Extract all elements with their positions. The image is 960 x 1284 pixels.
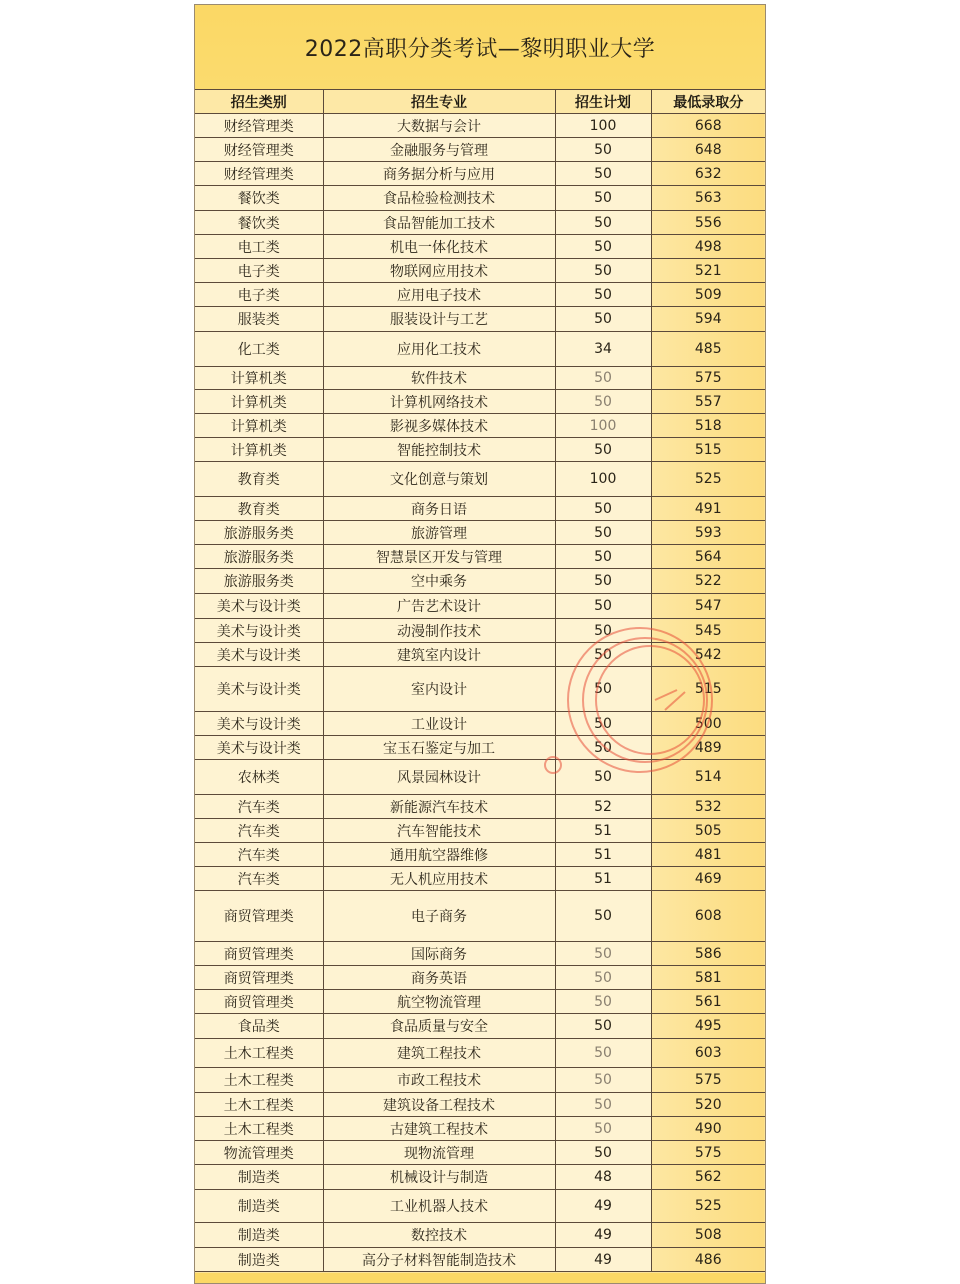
category-cell: 汽车类 [195,843,323,867]
plan-cell: 49 [555,1190,651,1223]
category-cell: 电子类 [195,283,323,307]
major-cell: 金融服务与管理 [323,138,555,162]
min-score-cell: 557 [651,390,765,414]
category-cell: 服装类 [195,307,323,332]
min-score-cell: 518 [651,414,765,438]
plan-cell: 100 [555,114,651,138]
table-row [195,1223,765,1248]
table-row [195,966,765,990]
major-cell: 电子商务 [323,891,555,942]
min-score-cell: 514 [651,760,765,795]
category-cell: 土木工程类 [195,1039,323,1068]
table-row [195,619,765,643]
header-major: 招生专业 [323,90,555,114]
category-cell: 食品类 [195,1014,323,1039]
major-cell: 食品智能加工技术 [323,211,555,235]
category-cell: 财经管理类 [195,114,323,138]
table-row [195,114,765,138]
major-cell: 建筑室内设计 [323,643,555,667]
table-row [195,819,765,843]
plan-cell: 51 [555,843,651,867]
table-row [195,438,765,462]
min-score-cell: 498 [651,235,765,259]
major-cell: 通用航空器维修 [323,843,555,867]
category-cell: 旅游服务类 [195,545,323,569]
min-score-cell: 495 [651,1014,765,1039]
min-score-cell: 603 [651,1039,765,1068]
header-min-score: 最低录取分 [651,90,765,114]
category-cell: 土木工程类 [195,1117,323,1141]
table-row [195,1014,765,1039]
plan-cell: 50 [555,569,651,594]
table-row [195,1093,765,1117]
major-cell: 机械设计与制造 [323,1165,555,1190]
page-title: 2022高职分类考试—黎明职业大学 [195,5,765,90]
plan-cell: 50 [555,1068,651,1093]
major-cell: 建筑设备工程技术 [323,1093,555,1117]
major-cell: 市政工程技术 [323,1068,555,1093]
major-cell: 风景园林设计 [323,760,555,795]
table-row [195,1190,765,1223]
major-cell: 高分子材料智能制造技术 [323,1248,555,1272]
header-category: 招生类别 [195,90,323,114]
min-score-cell: 485 [651,332,765,367]
category-cell: 计算机类 [195,414,323,438]
min-score-cell: 593 [651,521,765,545]
table-row [195,942,765,966]
min-score-cell: 561 [651,990,765,1014]
major-cell: 广告艺术设计 [323,594,555,619]
category-cell: 旅游服务类 [195,569,323,594]
category-cell: 计算机类 [195,367,323,390]
min-score-cell: 581 [651,966,765,990]
table-row [195,211,765,235]
category-cell: 计算机类 [195,390,323,414]
min-score-cell: 563 [651,186,765,211]
table-row [195,1165,765,1190]
table-row [195,138,765,162]
min-score-cell: 522 [651,569,765,594]
category-cell: 制造类 [195,1223,323,1248]
major-cell: 国际商务 [323,942,555,966]
plan-cell: 50 [555,138,651,162]
plan-cell: 50 [555,1014,651,1039]
bottom-band [195,1273,765,1283]
table-row [195,283,765,307]
plan-cell: 51 [555,819,651,843]
plan-cell: 50 [555,307,651,332]
category-cell: 汽车类 [195,819,323,843]
table-row [195,1248,765,1272]
plan-cell: 50 [555,1141,651,1165]
table-row [195,162,765,186]
major-cell: 商务英语 [323,966,555,990]
category-cell: 化工类 [195,332,323,367]
min-score-cell: 491 [651,497,765,521]
plan-cell: 49 [555,1248,651,1272]
plan-cell: 50 [555,891,651,942]
major-cell: 文化创意与策划 [323,462,555,497]
plan-cell: 50 [555,259,651,283]
min-score-cell: 521 [651,259,765,283]
category-cell: 制造类 [195,1248,323,1272]
category-cell: 美术与设计类 [195,667,323,712]
category-cell: 电工类 [195,235,323,259]
table-row [195,307,765,332]
category-cell: 土木工程类 [195,1068,323,1093]
plan-cell: 50 [555,497,651,521]
plan-cell: 50 [555,990,651,1014]
category-cell: 土木工程类 [195,1093,323,1117]
category-cell: 财经管理类 [195,162,323,186]
major-cell: 数控技术 [323,1223,555,1248]
plan-cell: 50 [555,966,651,990]
category-cell: 汽车类 [195,795,323,819]
plan-cell: 52 [555,795,651,819]
min-score-cell: 632 [651,162,765,186]
major-cell: 汽车智能技术 [323,819,555,843]
plan-cell: 50 [555,643,651,667]
plan-cell: 50 [555,760,651,795]
plan-cell: 100 [555,462,651,497]
min-score-cell: 668 [651,114,765,138]
min-score-cell: 594 [651,307,765,332]
plan-cell: 50 [555,438,651,462]
table-row [195,259,765,283]
table-row [195,462,765,497]
table-row [195,414,765,438]
plan-cell: 50 [555,235,651,259]
category-cell: 旅游服务类 [195,521,323,545]
plan-cell: 50 [555,521,651,545]
min-score-cell: 490 [651,1117,765,1141]
table-row [195,1141,765,1165]
table-row [195,186,765,211]
category-cell: 商贸管理类 [195,891,323,942]
category-cell: 制造类 [195,1165,323,1190]
table-row [195,667,765,712]
min-score-cell: 608 [651,891,765,942]
plan-cell: 50 [555,594,651,619]
plan-cell: 50 [555,1093,651,1117]
table-row [195,712,765,736]
plan-cell: 50 [555,667,651,712]
major-cell: 机电一体化技术 [323,235,555,259]
major-cell: 建筑工程技术 [323,1039,555,1068]
category-cell: 制造类 [195,1190,323,1223]
category-cell: 餐饮类 [195,186,323,211]
plan-cell: 50 [555,1039,651,1068]
major-cell: 空中乘务 [323,569,555,594]
plan-cell: 49 [555,1223,651,1248]
plan-cell: 50 [555,712,651,736]
table-row [195,1117,765,1141]
min-score-cell: 525 [651,1190,765,1223]
plan-cell: 50 [555,162,651,186]
major-cell: 无人机应用技术 [323,867,555,891]
category-cell: 财经管理类 [195,138,323,162]
min-score-cell: 525 [651,462,765,497]
plan-cell: 50 [555,1117,651,1141]
table-row [195,390,765,414]
table-row [195,497,765,521]
admission-score-sheet [194,4,766,1284]
plan-cell: 50 [555,942,651,966]
category-cell: 计算机类 [195,438,323,462]
min-score-cell: 515 [651,667,765,712]
table-header-row [195,90,765,114]
category-cell: 汽车类 [195,867,323,891]
plan-cell: 50 [555,367,651,390]
major-cell: 古建筑工程技术 [323,1117,555,1141]
min-score-cell: 575 [651,1068,765,1093]
min-score-cell: 500 [651,712,765,736]
category-cell: 教育类 [195,497,323,521]
table-row [195,332,765,367]
min-score-cell: 562 [651,1165,765,1190]
plan-cell: 34 [555,332,651,367]
plan-cell: 50 [555,186,651,211]
table-body [195,114,765,1272]
plan-cell: 100 [555,414,651,438]
plan-cell: 50 [555,390,651,414]
min-score-cell: 508 [651,1223,765,1248]
min-score-cell: 556 [651,211,765,235]
admission-table [195,89,765,1272]
min-score-cell: 505 [651,819,765,843]
category-cell: 美术与设计类 [195,594,323,619]
major-cell: 服装设计与工艺 [323,307,555,332]
major-cell: 动漫制作技术 [323,619,555,643]
plan-cell: 51 [555,867,651,891]
major-cell: 软件技术 [323,367,555,390]
category-cell: 教育类 [195,462,323,497]
major-cell: 航空物流管理 [323,990,555,1014]
table-row [195,594,765,619]
category-cell: 餐饮类 [195,211,323,235]
plan-cell: 50 [555,545,651,569]
min-score-cell: 648 [651,138,765,162]
min-score-cell: 515 [651,438,765,462]
plan-cell: 50 [555,619,651,643]
category-cell: 商贸管理类 [195,966,323,990]
table-row [195,521,765,545]
major-cell: 影视多媒体技术 [323,414,555,438]
min-score-cell: 564 [651,545,765,569]
min-score-cell: 542 [651,643,765,667]
category-cell: 物流管理类 [195,1141,323,1165]
major-cell: 宝玉石鉴定与加工 [323,736,555,760]
major-cell: 商务日语 [323,497,555,521]
table-row [195,569,765,594]
table-row [195,1039,765,1068]
category-cell: 美术与设计类 [195,712,323,736]
major-cell: 计算机网络技术 [323,390,555,414]
major-cell: 旅游管理 [323,521,555,545]
major-cell: 现物流管理 [323,1141,555,1165]
table-row [195,643,765,667]
major-cell: 大数据与会计 [323,114,555,138]
table-row [195,545,765,569]
plan-cell: 50 [555,283,651,307]
plan-cell: 50 [555,211,651,235]
plan-cell: 50 [555,736,651,760]
table-row [195,1068,765,1093]
major-cell: 应用电子技术 [323,283,555,307]
major-cell: 商务据分析与应用 [323,162,555,186]
category-cell: 商贸管理类 [195,942,323,966]
plan-cell: 48 [555,1165,651,1190]
category-cell: 美术与设计类 [195,619,323,643]
min-score-cell: 469 [651,867,765,891]
table-row [195,843,765,867]
table-row [195,760,765,795]
table-row [195,867,765,891]
category-cell: 美术与设计类 [195,643,323,667]
category-cell: 商贸管理类 [195,990,323,1014]
major-cell: 工业设计 [323,712,555,736]
major-cell: 食品质量与安全 [323,1014,555,1039]
major-cell: 应用化工技术 [323,332,555,367]
min-score-cell: 481 [651,843,765,867]
major-cell: 物联网应用技术 [323,259,555,283]
min-score-cell: 545 [651,619,765,643]
table-row [195,795,765,819]
major-cell: 工业机器人技术 [323,1190,555,1223]
major-cell: 室内设计 [323,667,555,712]
table-row [195,736,765,760]
table-row [195,235,765,259]
min-score-cell: 532 [651,795,765,819]
min-score-cell: 547 [651,594,765,619]
min-score-cell: 586 [651,942,765,966]
major-cell: 智慧景区开发与管理 [323,545,555,569]
major-cell: 智能控制技术 [323,438,555,462]
table-row [195,990,765,1014]
min-score-cell: 575 [651,367,765,390]
header-plan: 招生计划 [555,90,651,114]
min-score-cell: 486 [651,1248,765,1272]
min-score-cell: 575 [651,1141,765,1165]
table-row [195,891,765,942]
category-cell: 农林类 [195,760,323,795]
category-cell: 电子类 [195,259,323,283]
table-row [195,367,765,390]
major-cell: 食品检验检测技术 [323,186,555,211]
major-cell: 新能源汽车技术 [323,795,555,819]
category-cell: 美术与设计类 [195,736,323,760]
min-score-cell: 509 [651,283,765,307]
min-score-cell: 520 [651,1093,765,1117]
min-score-cell: 489 [651,736,765,760]
